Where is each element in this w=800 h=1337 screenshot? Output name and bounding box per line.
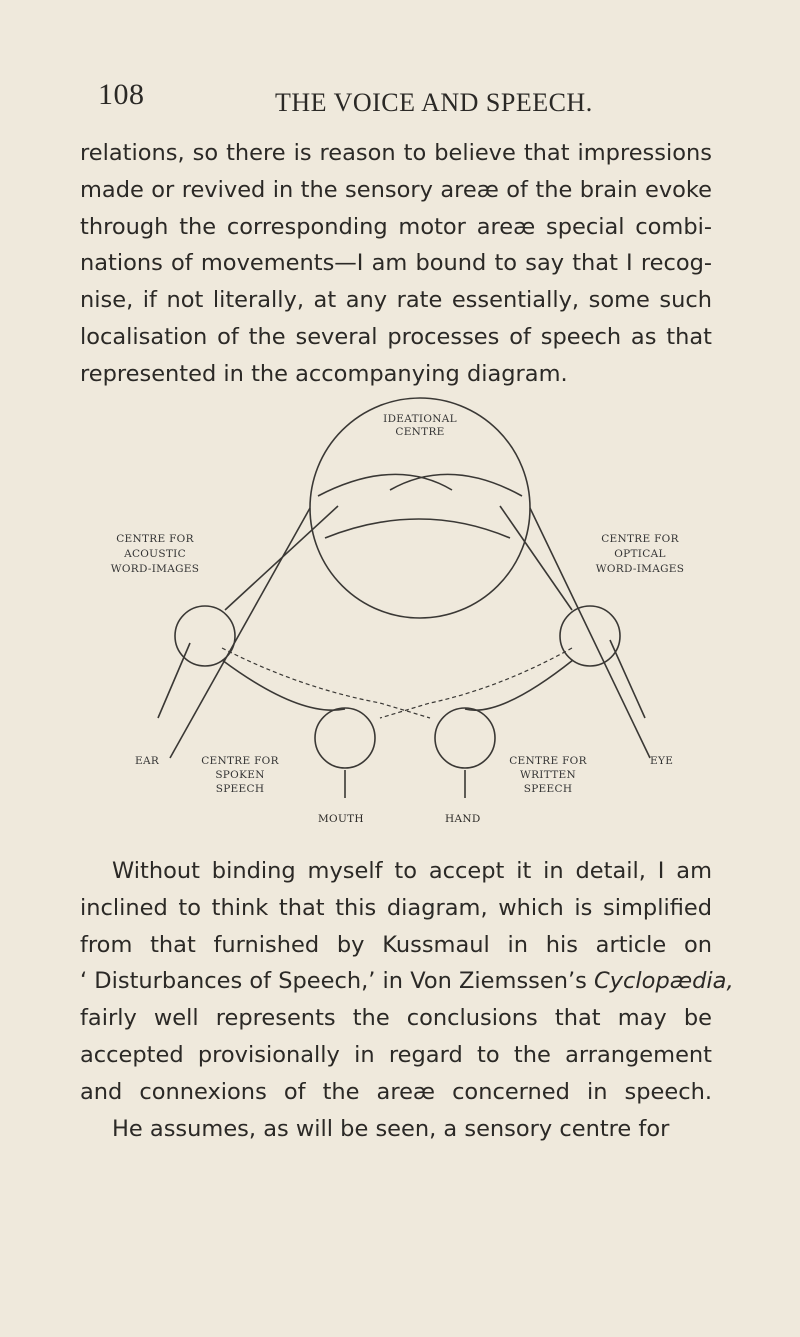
mouth-label: MOUTH bbox=[318, 813, 364, 825]
paragraph-2 bbox=[80, 853, 734, 1147]
optical-label: OPTICAL bbox=[614, 548, 666, 560]
paragraph-1 bbox=[80, 135, 712, 393]
written-label: SPEECH bbox=[523, 783, 573, 795]
text-line: localisation of the several processes of speech as that bbox=[80, 323, 712, 350]
hand-label: HAND bbox=[445, 813, 481, 825]
connector-line bbox=[158, 643, 190, 718]
optical-label: WORD-IMAGES bbox=[595, 563, 685, 575]
optical-label: CENTRE FOR bbox=[601, 533, 679, 545]
text-line: through the corresponding motor areæ special combi- bbox=[80, 213, 712, 240]
written-speech-centre-circle bbox=[435, 708, 495, 768]
optical-centre-circle bbox=[560, 606, 620, 666]
text-line: nise, if not literally, at any rate essentially, some such bbox=[80, 287, 712, 314]
text-line: relations, so there is reason to believe that impressions bbox=[80, 140, 712, 166]
spoken-label: SPEECH bbox=[215, 783, 265, 795]
italic-title: Cyclopædia, bbox=[594, 968, 734, 995]
connector-line bbox=[465, 660, 573, 710]
ear-label: EAR bbox=[135, 755, 160, 767]
connector-line bbox=[530, 508, 650, 758]
text-line: inclined to think that this diagram, which is simplified bbox=[80, 894, 712, 921]
eye-label: EYE bbox=[650, 755, 674, 767]
acoustic-label: ACOUSTIC bbox=[124, 548, 186, 560]
connector-line bbox=[222, 648, 430, 718]
page-number: 108 bbox=[98, 78, 145, 111]
connector-line bbox=[380, 648, 572, 718]
text-line: Without binding myself to accept it in detail, I am bbox=[112, 858, 712, 884]
text-line: nations of movements—I am bound to say that I recog- bbox=[80, 250, 712, 277]
running-head: THE VOICE AND SPEECH. bbox=[275, 88, 593, 117]
written-label: CENTRE FOR bbox=[509, 755, 587, 767]
text-line: accepted provisionally in regard to the arrangement bbox=[80, 1041, 712, 1068]
text-line: fairly well represents the conclusions that may be bbox=[80, 1005, 712, 1032]
connector-line bbox=[170, 508, 310, 758]
acoustic-label: CENTRE FOR bbox=[116, 533, 194, 545]
connector-line bbox=[222, 660, 345, 710]
ideational-label: CENTRE bbox=[395, 426, 445, 438]
spoken-speech-centre-circle bbox=[315, 708, 375, 768]
connector-line bbox=[318, 474, 452, 496]
acoustic-label: WORD-IMAGES bbox=[110, 563, 200, 575]
spoken-label: SPOKEN bbox=[215, 769, 265, 781]
connector-line bbox=[325, 519, 510, 538]
speech-centres-diagram bbox=[0, 378, 800, 803]
text-line: and connexions of the areæ concerned in speech. bbox=[80, 1078, 712, 1105]
written-label: WRITTEN bbox=[520, 769, 576, 781]
text-span: ‘ Disturbances of Speech,’ in Von Ziemssen’s bbox=[80, 968, 587, 995]
text-line bbox=[80, 963, 734, 1000]
text-line: He assumes, as will be seen, a sensory centre for bbox=[112, 1115, 670, 1142]
ideational-label: IDEATIONAL bbox=[383, 413, 457, 425]
text-line: made or revived in the sensory areæ of the brain evoke bbox=[80, 176, 712, 203]
spoken-label: CENTRE FOR bbox=[201, 755, 279, 767]
connector-line bbox=[390, 474, 522, 496]
text-line: represented in the accompanying diagram. bbox=[80, 360, 568, 387]
acoustic-centre-circle bbox=[175, 606, 235, 666]
text-line: from that furnished by Kussmaul in his article on bbox=[80, 931, 712, 958]
connector-line bbox=[225, 506, 338, 610]
